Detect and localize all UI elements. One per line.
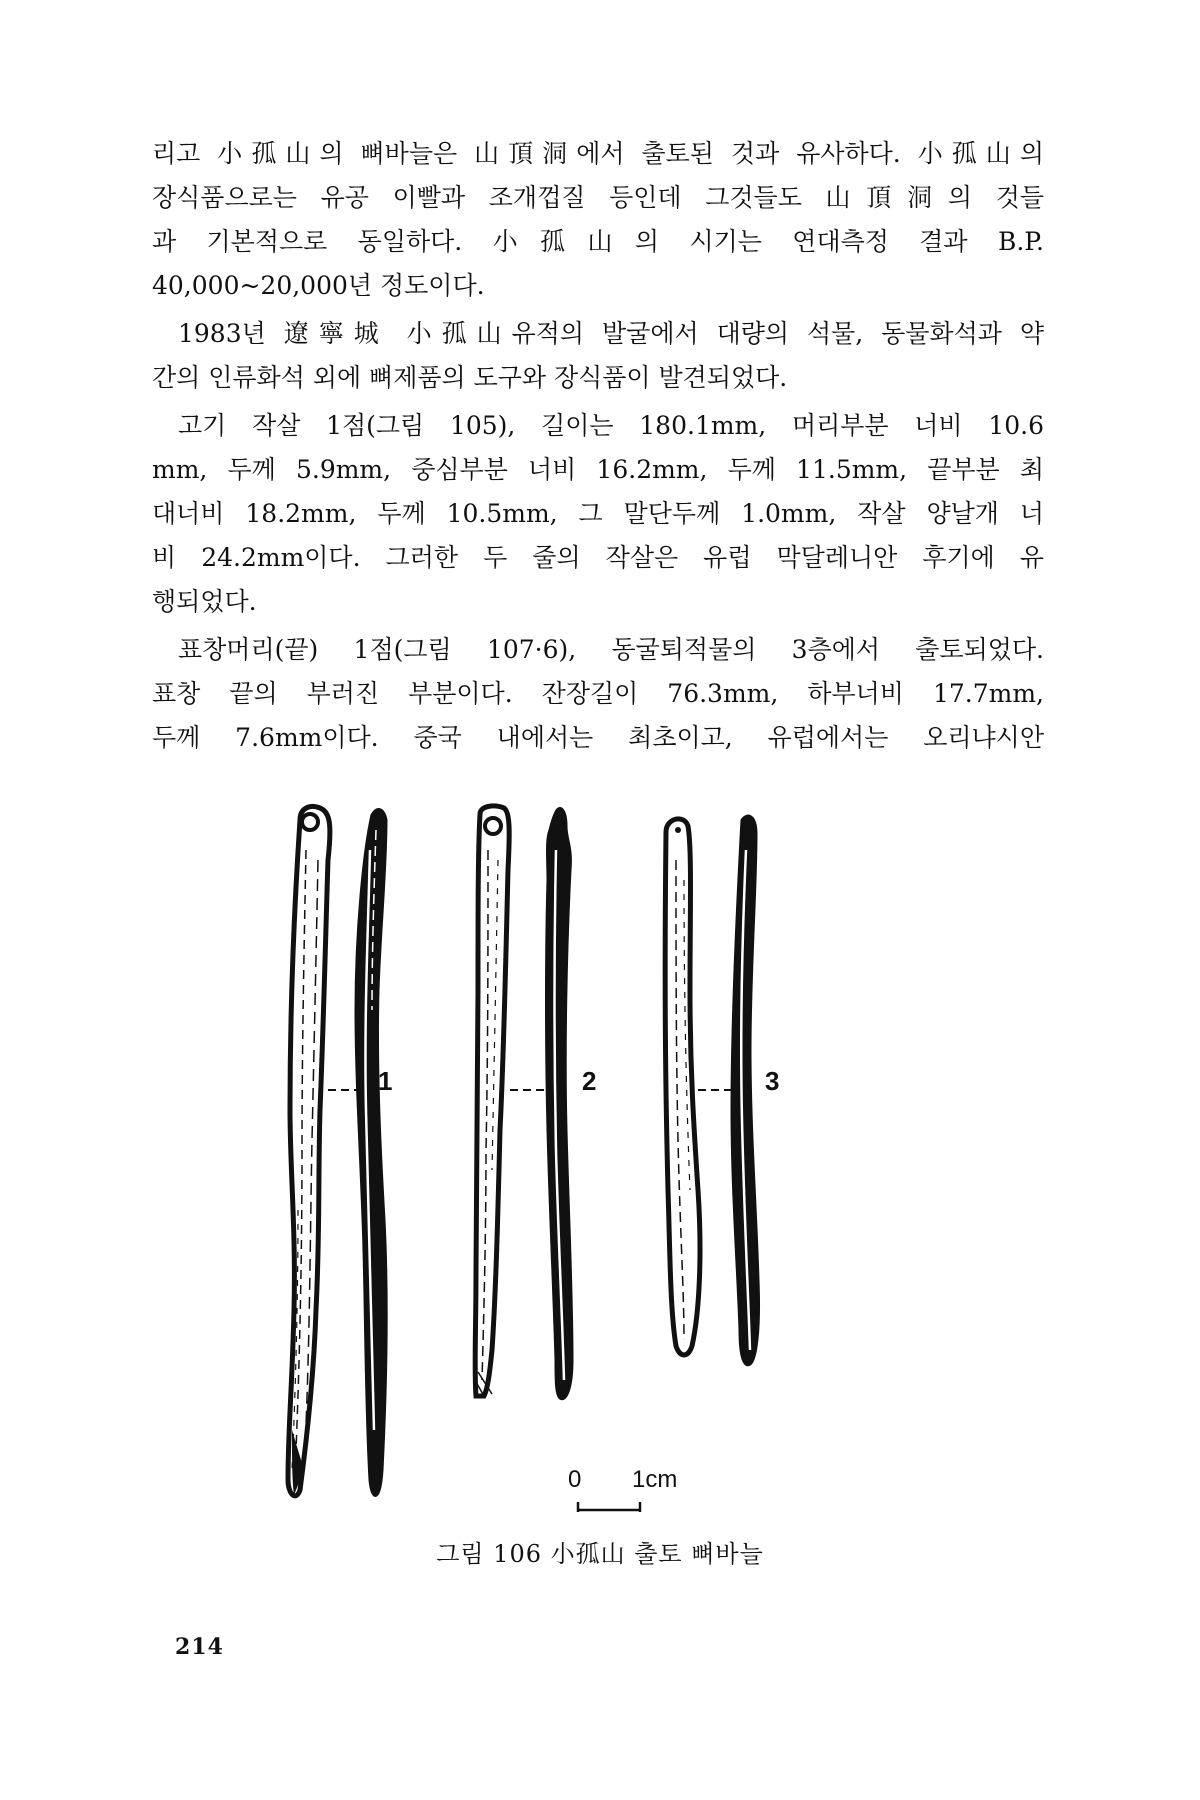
text-line: 1983년 遼寧城 小孤山유적의 발굴에서 대량의 석물, 동물화석과 약 xyxy=(178,319,1044,348)
scale-start-label: 0 xyxy=(568,1466,582,1493)
bone-needles-figure xyxy=(280,790,900,1535)
text-line: 비 24.2mm이다. 그러한 두 줄의 작살은 유럽 막달레니안 후기에 유 xyxy=(152,543,1044,572)
text-line: 리고 小孤山의 뼈바늘은 山頂洞에서 출토된 것과 유사하다. 小孤山의 xyxy=(152,139,1044,168)
needle-1-label: 1 xyxy=(378,1066,393,1096)
needle-1-side xyxy=(356,810,386,1496)
needle-3-side xyxy=(732,816,759,1365)
text-line: 대너비 18.2mm, 두께 10.5mm, 그 말단두께 1.0mm, 작살 양날개 너 xyxy=(152,499,1044,528)
body-text xyxy=(152,132,1044,760)
scale-end-label: 1cm xyxy=(632,1466,678,1493)
text-line: 두께 7.6mm이다. 중국 내에서는 최초이고, 유럽에서는 오리냐시안 xyxy=(152,723,1044,752)
text-line: 40,000~20,000년 정도이다. xyxy=(152,271,485,300)
text-line: mm, 두께 5.9mm, 중심부분 너비 16.2mm, 두께 11.5mm, 끝부분 최 xyxy=(152,455,1044,484)
page-number: 214 xyxy=(175,1634,224,1660)
needle-2-front xyxy=(475,806,509,1396)
text-line: 행되었다. xyxy=(152,587,257,616)
text-line: 표창 끝의 부러진 부분이다. 잔장길이 76.3mm, 하부너비 17.7mm, xyxy=(152,679,1044,708)
scale-bar xyxy=(578,1502,640,1512)
needle-2-label: 2 xyxy=(582,1066,597,1096)
figure-caption: 그림 106 小孤山 출토 뼈바늘 xyxy=(436,1540,764,1568)
needle-drawings xyxy=(280,790,900,1535)
needle-1-front xyxy=(288,807,330,1496)
text-line: 고기 작살 1점(그림 105), 길이는 180.1mm, 머리부분 너비 10.6 xyxy=(178,411,1044,440)
needle-3-label: 3 xyxy=(765,1066,780,1096)
text-line: 장식품으로는 유공 이빨과 조개껍질 등인데 그것들도 山頂洞의 것들 xyxy=(152,183,1044,212)
text-line: 간의 인류화석 외에 뼈제품의 도구와 장식품이 발견되었다. xyxy=(152,363,788,392)
text-line: 표창머리(끝) 1점(그림 107·6), 동굴퇴적물의 3층에서 출토되었다. xyxy=(178,635,1044,664)
text-line: 과 기본적으로 동일하다. 小孤山의 시기는 연대측정 결과 B.P. xyxy=(152,227,1044,256)
needle-3-front xyxy=(665,819,700,1355)
needle-2-side xyxy=(547,808,573,1398)
